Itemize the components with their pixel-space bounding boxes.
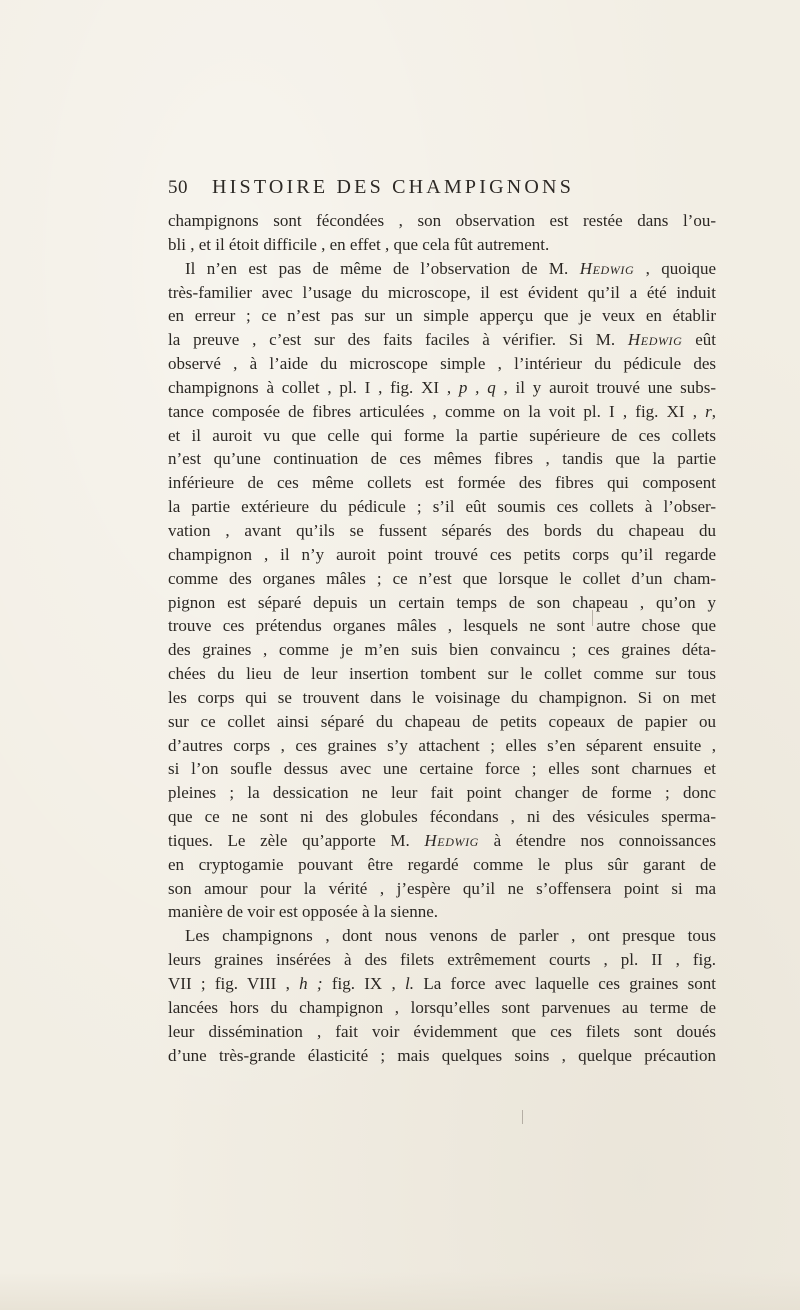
text-line (168, 996, 716, 1020)
text-line (168, 638, 716, 662)
text-segment: vation , avant qu’ils se fussent séparés des bords du chapeau du (168, 520, 716, 540)
text-line (168, 328, 716, 352)
text-segment: n’est qu’une continuation de ces mêmes fibres , tandis que la partie (168, 449, 716, 469)
body-text (168, 209, 716, 1067)
text-segment: eût (682, 330, 716, 350)
text-line (168, 686, 716, 710)
text-segment: , quoique (634, 258, 716, 278)
text-line (168, 734, 716, 758)
text-segment: tance composée de fibres articulées , comme on la voit pl. I , fig. XI , (168, 401, 706, 421)
page-edge-shading (0, 1272, 800, 1310)
text-line (168, 781, 716, 805)
text-segment: Il n’en est pas de même de l’observation de M. (185, 258, 580, 278)
text-line (168, 424, 716, 448)
text-line (168, 543, 716, 567)
text-segment: champignon , il n’y auroit point trouvé ces petits corps qu’il regarde (168, 544, 716, 564)
text-line (168, 376, 716, 400)
author-name: Hedwig (627, 330, 683, 350)
text-line (168, 757, 716, 781)
author-name: Hedwig (424, 830, 479, 850)
text-line (168, 614, 716, 638)
text-line (168, 281, 716, 305)
text-line (168, 1044, 716, 1068)
text-line (168, 591, 716, 615)
text-line (168, 233, 716, 257)
text-segment: bli , et il étoit difficile , en effet , que cela fût autrement. (168, 234, 550, 254)
text-segment: l. (405, 974, 415, 993)
text-segment: leur dissémination , fait voir évidemment que ces filets sont doués (168, 1021, 716, 1041)
text-line (168, 304, 716, 328)
text-line (168, 805, 716, 829)
text-line (168, 662, 716, 686)
text-segment: La force avec laquelle ces graines sont (414, 974, 716, 993)
text-line (168, 567, 716, 591)
page-header (168, 176, 662, 206)
text-segment: champignons sont fécondées , son observation est restée dans l’ou- (168, 211, 716, 230)
text-segment: pignon est séparé depuis un certain temps de son chapeau , qu’on y (168, 592, 716, 612)
text-line (168, 924, 716, 948)
text-line (168, 257, 716, 281)
text-segment: si l’on soufle dessus avec une certaine force ; elles sont charnues et (168, 759, 716, 779)
text-segment: d’autres corps , ces graines s’y attachent ; elles s’en séparent ensuite , (168, 735, 716, 755)
text-segment: et il auroit vu que celle qui forme la partie supérieure de ces collets (168, 425, 716, 445)
text-line (168, 447, 716, 471)
text-segment: inférieure de ces même collets est formée des fibres qui composent (168, 473, 716, 493)
text-segment: en erreur ; ce n’est pas sur un simple apperçu que je veux en établir (168, 306, 716, 326)
text-segment: des graines , comme je m’en suis bien convaincu ; ces graines déta- (168, 640, 716, 660)
text-line (168, 400, 716, 424)
text-segment: en cryptogamie pouvant être regardé comme le plus sûr garant de (168, 854, 716, 874)
text-segment: champignons à collet , pl. I , fig. XI , (168, 377, 459, 397)
text-line (168, 519, 716, 543)
text-segment: leurs graines insérées à des filets extrêmement courts , pl. II , fig. (168, 950, 716, 970)
text-segment: manière de voir est opposée à la sienne. (168, 902, 439, 922)
author-name: Hedwig (579, 258, 635, 278)
text-segment: fig. IX , (322, 974, 406, 993)
text-segment: observé , à l’aide du microscope simple , l’intérieur du pédicule des (168, 354, 716, 374)
text-segment: trouve ces prétendus organes mâles , lesquels ne sont autre chose que (168, 616, 716, 636)
text-segment: sur ce collet ainsi séparé du chapeau de petits copeaux de papier ou (168, 711, 716, 731)
text-segment: à étendre nos connoissances (478, 830, 716, 850)
text-line (168, 471, 716, 495)
text-segment: son amour pour la vérité , j’espère qu’il ne s’offensera point si ma (168, 878, 716, 898)
text-segment: , il y auroit trouvé une subs- (495, 377, 717, 397)
text-segment: , (711, 401, 716, 421)
page-number: 50 (168, 177, 188, 198)
text-line (168, 495, 716, 519)
text-line (168, 1020, 716, 1044)
text-line (168, 853, 716, 877)
running-title: HISTOIRE DES CHAMPIGNONS (212, 176, 575, 198)
text-segment: h ; (299, 974, 323, 993)
text-segment: comme des organes mâles ; ce n’est que lorsque le collet d’un cham- (168, 568, 716, 588)
text-segment: p , q (458, 377, 496, 397)
text-line (168, 877, 716, 901)
text-segment: la preuve , c’est sur des faits faciles à vérifier. Si M. (168, 330, 628, 350)
text-segment: VII ; fig. VIII , (168, 974, 300, 993)
text-line (168, 352, 716, 376)
text-segment: lancées hors du champignon , lorsqu’elles sont parvenues au terme de (168, 997, 716, 1017)
text-segment: que ce ne sont ni des globules fécondans , ni des vésicules sperma- (168, 807, 716, 827)
text-segment: pleines ; la dessication ne leur fait point changer de forme ; donc (168, 783, 716, 803)
text-segment: très-familier avec l’usage du microscope, il est évident qu’il a été induit (168, 282, 716, 302)
text-line (168, 829, 716, 853)
text-line (168, 972, 716, 996)
text-segment: les corps qui se trouvent dans le voisinage du champignon. Si on met (168, 687, 716, 707)
text-line (168, 948, 716, 972)
stray-mark (522, 1110, 523, 1124)
text-segment: d’une très-grande élasticité ; mais quelques soins , quelque précaution (168, 1045, 716, 1065)
stray-mark (592, 610, 593, 626)
text-segment: r (705, 401, 712, 421)
text-line (168, 900, 716, 924)
text-segment: la partie extérieure du pédicule ; s’il eût soumis ces collets à l’obser- (168, 497, 716, 517)
text-segment: Les champignons , dont nous venons de parler , ont presque tous (185, 926, 716, 946)
text-segment: chées du lieu de leur insertion tombent sur le collet comme sur tous (168, 664, 716, 684)
text-segment: tiques. Le zèle qu’apporte M. (168, 830, 425, 850)
text-line (168, 710, 716, 734)
text-line (168, 209, 716, 233)
